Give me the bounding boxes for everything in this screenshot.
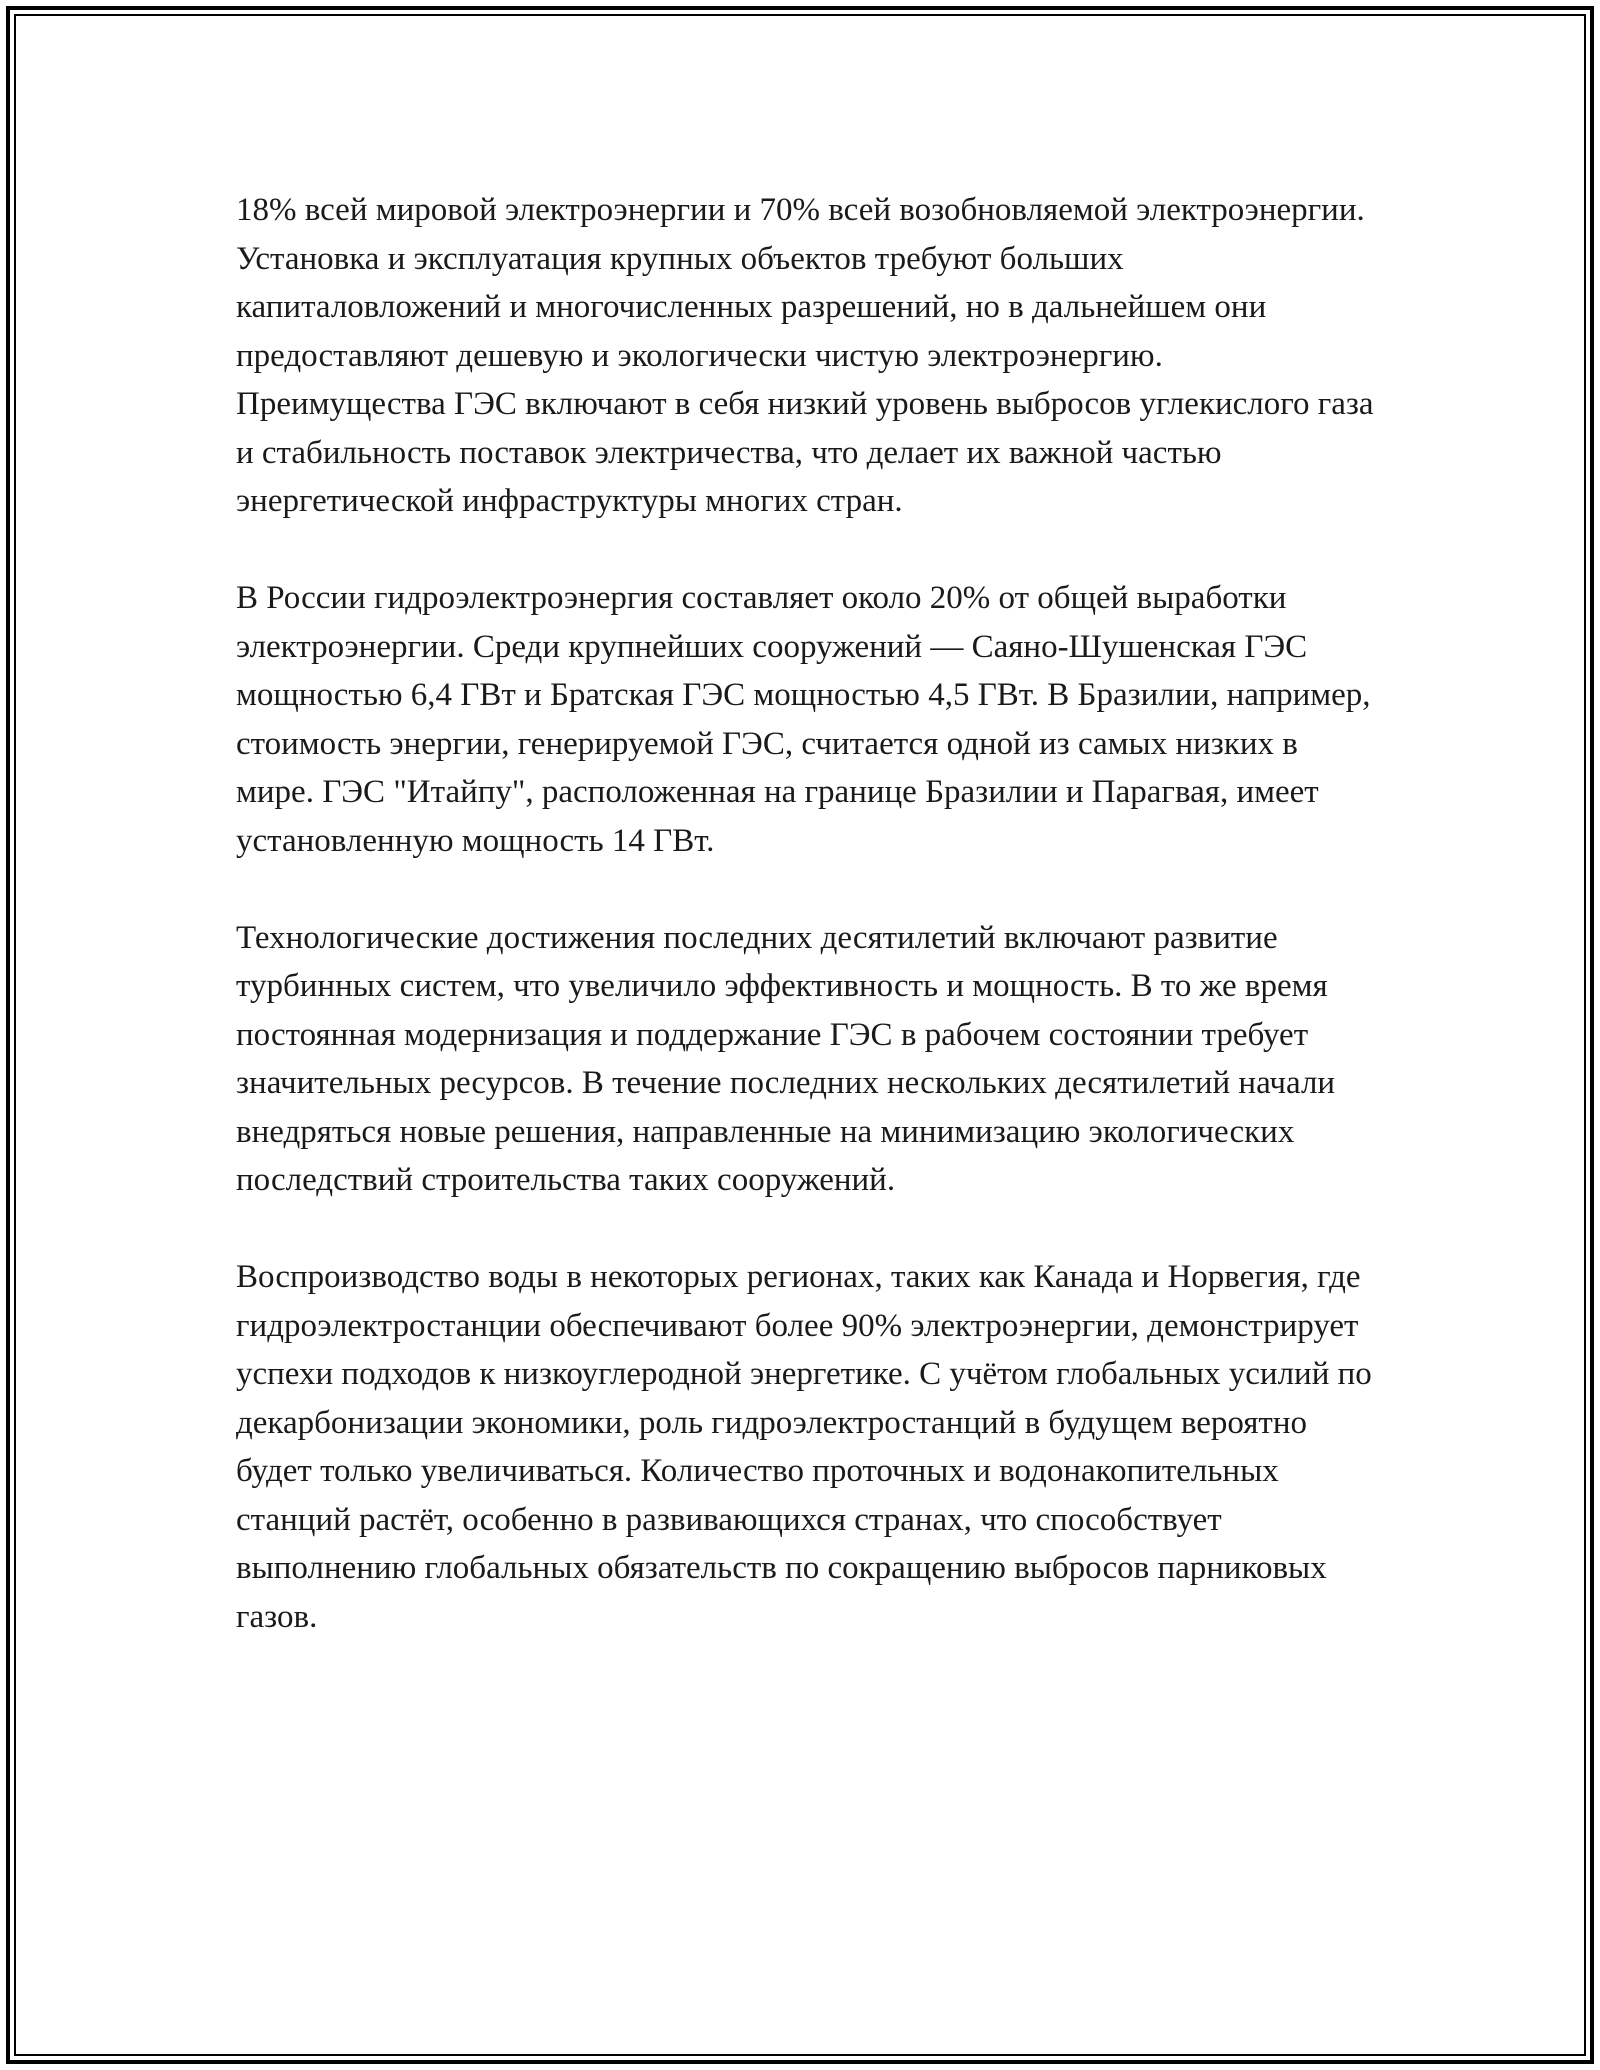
paragraph-1: 18% всей мировой электроэнергии и 70% всей возобновляемой электроэнергии. Установка и эксплуатация крупных объектов требуют больших капиталовложений и многочисленных разрешений, но в дальнейшем они предоставляют дешевую и экологически чистую электроэнергию. Преимущества ГЭС включают в себя низкий уровень выбросов углекислого газа и стабильность поставок электричества, что делает их важной частью энергетической инфраструктуры многих стран. xyxy=(236,192,1374,519)
paragraph-2: В России гидроэлектроэнергия составляет около 20% от общей выработки электроэнергии. Среди крупнейших сооружений — Саяно-Шушенская ГЭС мощностью 6,4 ГВт и Братская ГЭС мощностью 4,5 ГВт. В Бразилии, например, стоимость энергии, генерируемой ГЭС, считается одной из самых низких в мире. ГЭС "Итайпу", расположенная на границе Бразилии и Парагвая, имеет установленную мощность 14 ГВт. xyxy=(236,580,1371,859)
paragraph-4: Воспроизводство воды в некоторых регионах, таких как Канада и Норвегия, где гидроэлектростанции обеспечивают более 90% электроэнергии, демонстрирует успехи подходов к низкоуглеродной энергетике. С учётом глобальных усилий по декарбонизации экономики, роль гидроэлектростанций в будущем вероятно будет только увеличиваться. Количество проточных и водонакопительных станций растёт, особенно в развивающихся странах, что способствует выполнению глобальных обязательств по сокращению выбросов парниковых газов. xyxy=(236,1259,1372,1635)
paragraph-3: Технологические достижения последних десятилетий включают развитие турбинных систем, что увеличило эффективность и мощность. В то же время постоянная модернизация и поддержание ГЭС в рабочем состоянии требует значительных ресурсов. В течение последних нескольких десятилетий начали внедряться новые решения, направленные на минимизацию экологических последствий строительства таких сооружений. xyxy=(236,919,1336,1198)
document-body xyxy=(236,186,1376,1690)
